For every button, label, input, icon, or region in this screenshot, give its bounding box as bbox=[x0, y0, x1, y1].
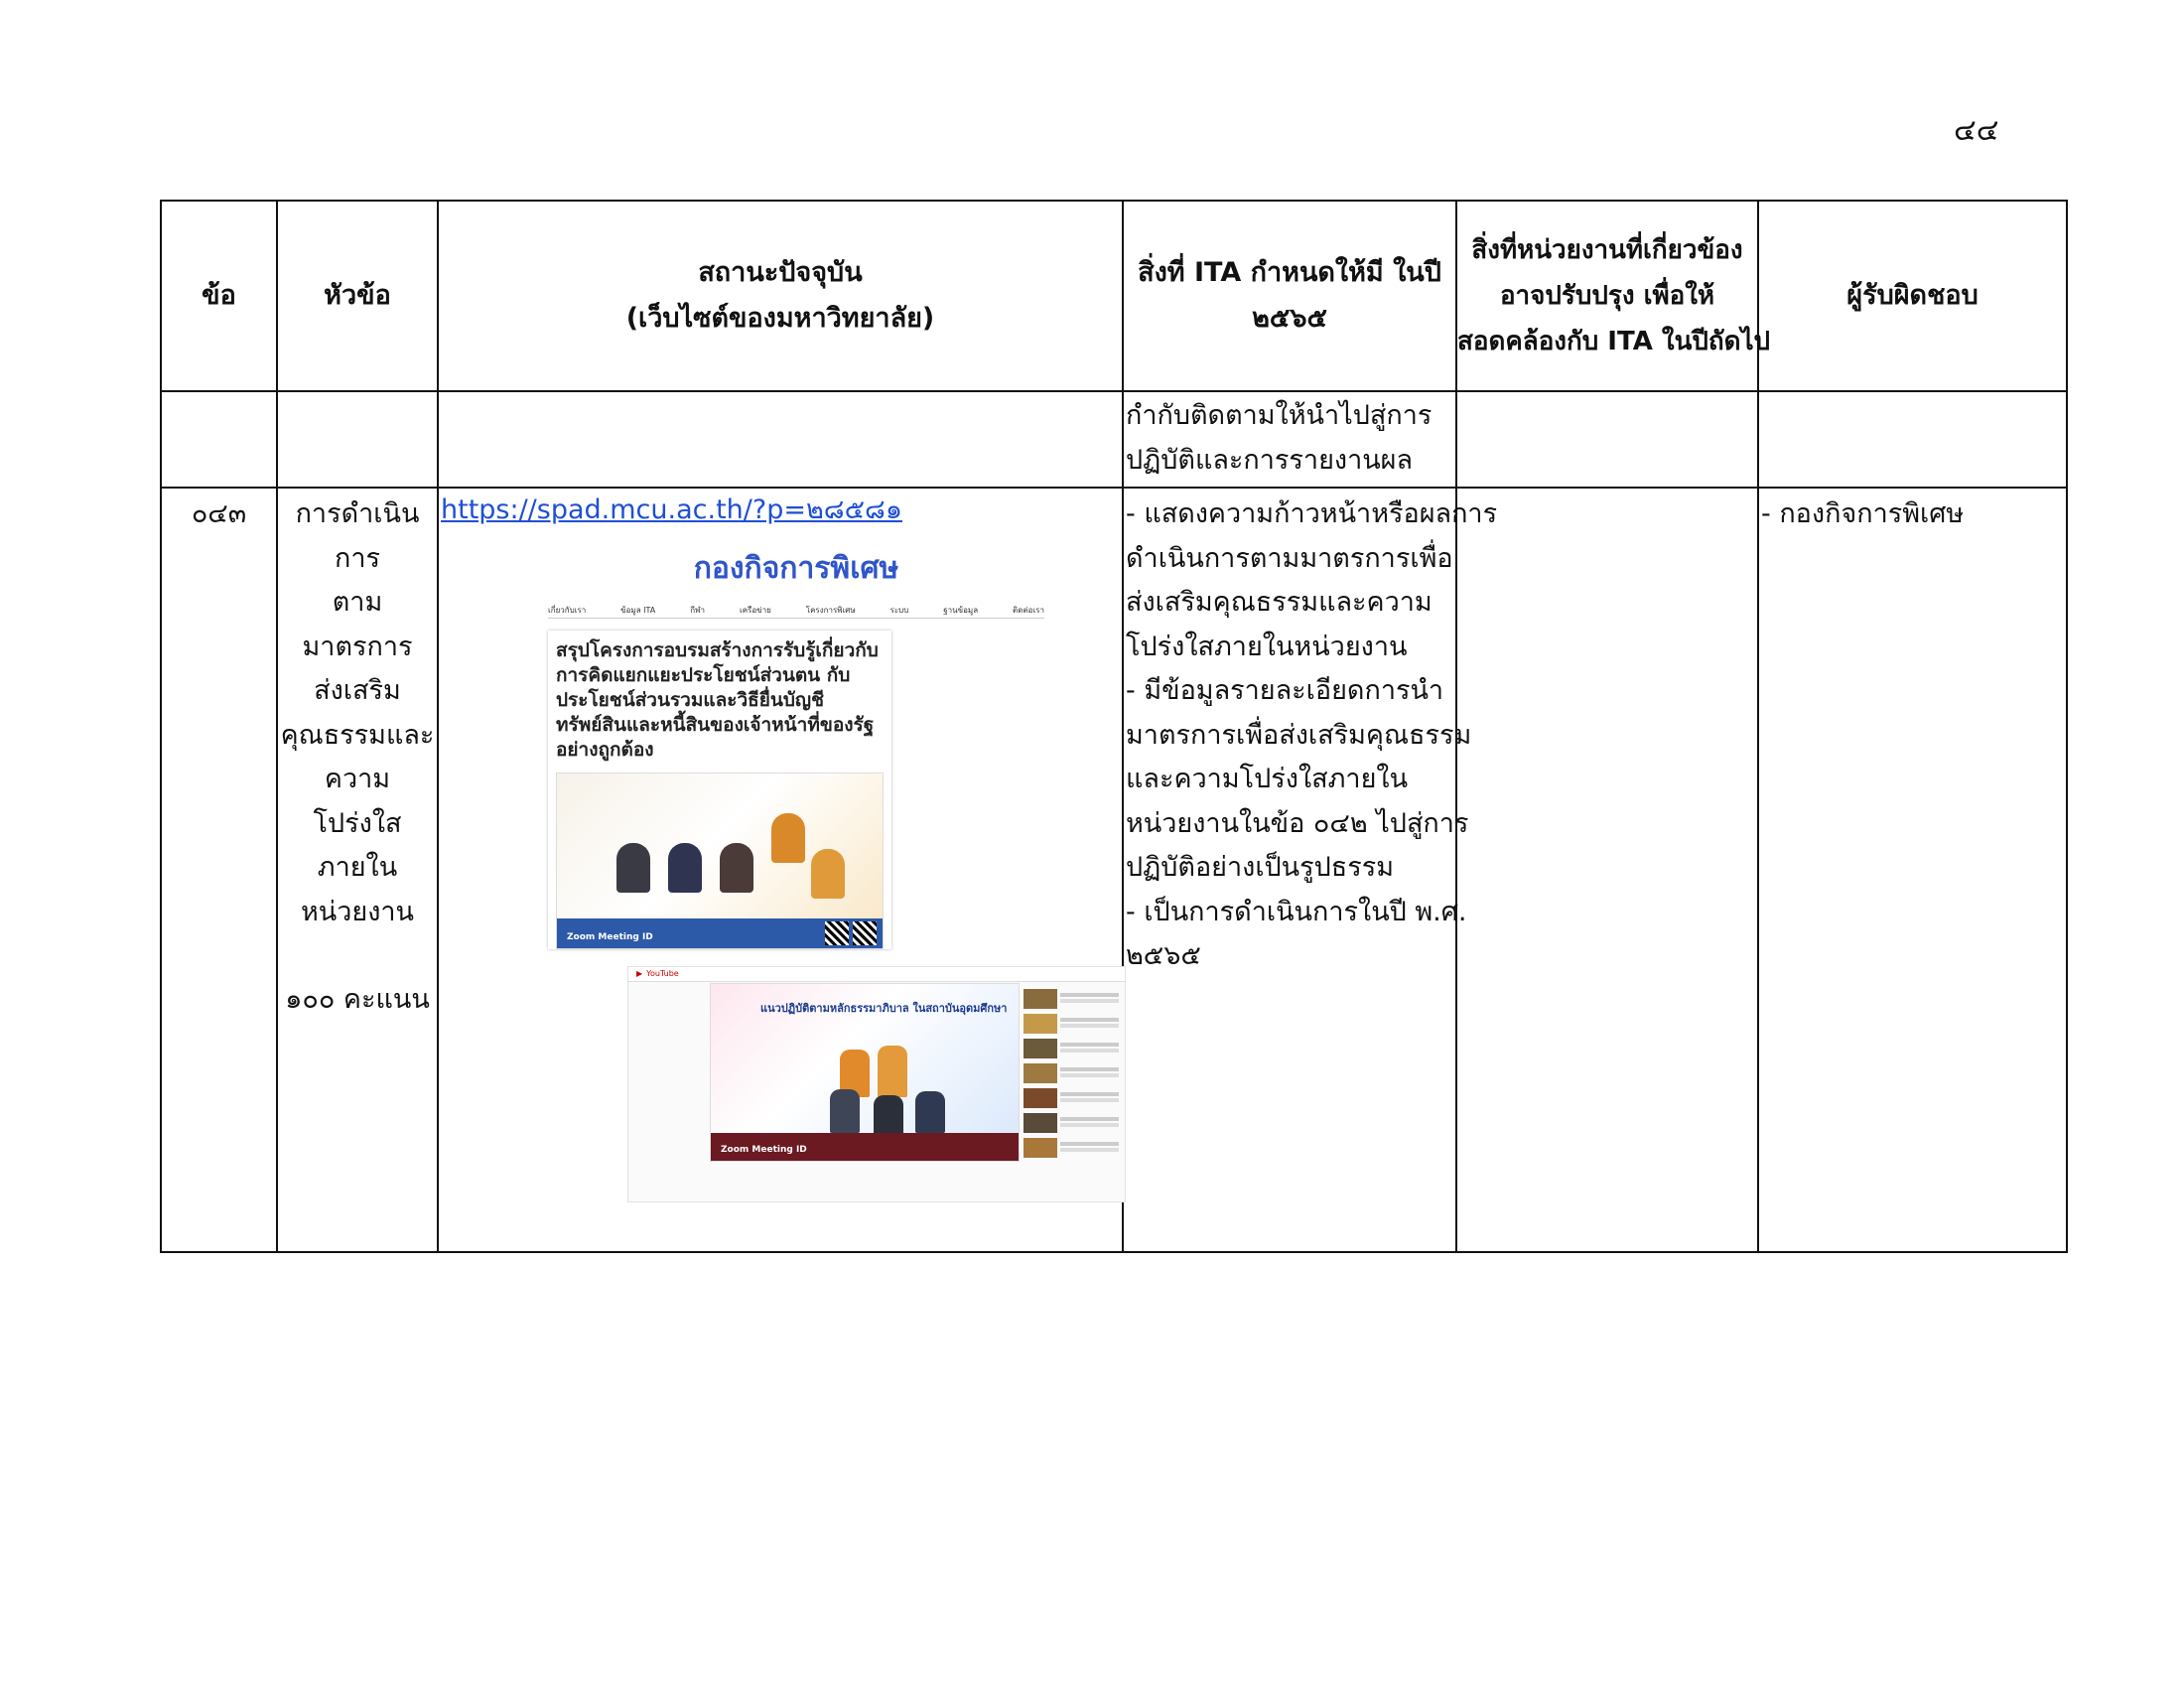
monk-photo bbox=[771, 813, 805, 863]
youtube-label: YouTube bbox=[646, 969, 679, 978]
site-nav bbox=[548, 604, 1044, 619]
header-status bbox=[438, 201, 1123, 391]
header-status-line1: สถานะปัจจุบัน bbox=[698, 257, 863, 288]
speaker-photo bbox=[830, 1089, 860, 1133]
carry-ita-line1: กำกับติดตามให้นำไปสู่การ bbox=[1126, 400, 1433, 431]
carry-over-row bbox=[161, 391, 2067, 488]
speaker-photo bbox=[720, 843, 753, 893]
post-card bbox=[548, 631, 891, 949]
ita-line: - แสดงความก้าวหน้าหรือผลการ bbox=[1126, 498, 1498, 529]
video-zoom-label: Zoom Meeting ID bbox=[721, 1144, 807, 1155]
ita-line: ดำเนินการตามมาตรการเพื่อ bbox=[1126, 542, 1453, 574]
site-nav-item: ติดต่อเรา bbox=[1013, 605, 1044, 615]
header-status-line2: (เว็บไซต์ของมหาวิทยาลัย) bbox=[625, 303, 935, 334]
poster-zoom-label: Zoom Meeting ID bbox=[567, 931, 653, 942]
ita-line: ๒๕๖๕ bbox=[1126, 940, 1201, 971]
header-improve-line3: สอดคล้องกับ ITA ในปีถัดไป bbox=[1457, 327, 1771, 356]
event-poster bbox=[556, 773, 884, 949]
ita-line: และความโปร่งใสภายใน bbox=[1126, 764, 1409, 794]
topic-line: โปร่งใสภายใน bbox=[313, 807, 402, 883]
youtube-topbar bbox=[628, 967, 1125, 982]
header-ita-line1: สิ่งที่ ITA กำหนดให้มี ในปี bbox=[1138, 257, 1441, 288]
header-improve-line1: สิ่งที่หน่วยงานที่เกี่ยวข้อง bbox=[1471, 235, 1743, 265]
item-ita-cell bbox=[1123, 488, 1498, 1252]
site-nav-item: กีฬา bbox=[690, 605, 706, 615]
qr-code-icon bbox=[825, 921, 849, 945]
item-row bbox=[161, 488, 2067, 1252]
ita-line: ส่งเสริมคุณธรรมและความ bbox=[1126, 587, 1433, 618]
header-improve bbox=[1456, 201, 1771, 391]
monk-photo bbox=[878, 1046, 907, 1097]
topic-line: คุณธรรมและ bbox=[280, 719, 435, 751]
header-ita bbox=[1123, 201, 1456, 391]
site-nav-item: ฐานข้อมูล bbox=[943, 605, 979, 615]
ita-table bbox=[160, 200, 2068, 1253]
topic-line: การดำเนินการ bbox=[295, 498, 420, 574]
item-topic-cell bbox=[277, 488, 438, 1252]
site-nav-item: โครงการพิเศษ bbox=[805, 605, 856, 615]
website-screenshot bbox=[528, 545, 1064, 962]
speaker-photo bbox=[616, 843, 650, 893]
topic-line: มาตรการ bbox=[302, 631, 413, 662]
page-number: ๔๔ bbox=[1954, 113, 1999, 148]
site-title: กองกิจการพิเศษ bbox=[693, 550, 899, 586]
youtube-screenshot bbox=[627, 966, 1126, 1202]
ita-line: ปฏิบัติอย่างเป็นรูปธรรม bbox=[1126, 852, 1395, 883]
ita-line: มาตรการเพื่อส่งเสริมคุณธรรม bbox=[1126, 719, 1472, 751]
topic-line: ตาม bbox=[332, 587, 383, 618]
topic-line: ความ bbox=[324, 764, 391, 794]
item-status-cell bbox=[438, 488, 1123, 1252]
speaker-photo bbox=[668, 843, 702, 893]
carry-ita-cell bbox=[1123, 391, 1456, 488]
topic-score: ๑๐๐ คะแนน bbox=[285, 984, 430, 1015]
site-nav-item: เครือข่าย bbox=[739, 605, 771, 615]
speaker-photo bbox=[915, 1091, 945, 1133]
item-responsible-cell bbox=[1758, 488, 2067, 1252]
site-nav-item: ข้อมูล ITA bbox=[620, 605, 656, 615]
header-row bbox=[161, 201, 2067, 391]
header-responsible: ผู้รับผิดชอบ bbox=[1758, 201, 2067, 391]
post-heading: สรุปโครงการอบรมสร้างการรับรู้เกี่ยวกับการคิดแยกแยะประโยชน์ส่วนตน กับประโยชน์ส่วนรวมและวิธียื่นบัญชีทรัพย์สินและหนี้สินของเจ้าหน้าที่ของรัฐอย่างถูกต้อง bbox=[556, 638, 879, 761]
site-nav-item: เกี่ยวกับเรา bbox=[548, 605, 587, 615]
header-topic: หัวข้อ bbox=[277, 201, 438, 391]
monk-photo bbox=[811, 849, 845, 899]
youtube-play-icon: ▶ bbox=[636, 969, 643, 978]
header-improve-line2: อาจปรับปรุง เพื่อให้ bbox=[1499, 281, 1715, 311]
speaker-photo bbox=[874, 1095, 903, 1135]
item-responsible: - กองกิจการพิเศษ bbox=[1761, 498, 1965, 529]
video-headline: แนวปฏิบัติตามหลักธรรมาภิบาล ในสถาบันอุดมศึกษา bbox=[760, 1001, 1008, 1015]
ita-line: โปร่งใสภายในหน่วยงาน bbox=[1126, 631, 1408, 662]
related-videos bbox=[1024, 989, 1119, 1163]
topic-line: ส่งเสริม bbox=[314, 675, 401, 706]
item-ita-text bbox=[1124, 489, 1498, 983]
ita-line: - เป็นการดำเนินการในปี พ.ศ. bbox=[1126, 896, 1467, 927]
item-no-cell bbox=[161, 488, 277, 1252]
topic-line: หน่วยงาน bbox=[300, 896, 415, 927]
header-no: ข้อ bbox=[161, 201, 277, 391]
item-topic bbox=[278, 489, 437, 1027]
item-no: ๐๔๓ bbox=[191, 498, 247, 529]
spad-link[interactable]: https://spad.mcu.ac.th/?p=๒๘๕๘๑ bbox=[441, 494, 902, 525]
carry-ita-line2: ปฏิบัติและการรายงานผล bbox=[1126, 444, 1414, 476]
item-improve-cell bbox=[1456, 488, 1758, 1252]
header-ita-line2: ๒๕๖๕ bbox=[1252, 303, 1327, 334]
ita-line: - มีข้อมูลรายละเอียดการนำ bbox=[1126, 675, 1444, 706]
qr-code-icon bbox=[853, 921, 877, 945]
ita-line: หน่วยงานในข้อ ๐๔๒ ไปสู่การ bbox=[1126, 807, 1469, 839]
video-frame bbox=[710, 983, 1020, 1162]
site-nav-item: ระบบ bbox=[889, 605, 909, 615]
